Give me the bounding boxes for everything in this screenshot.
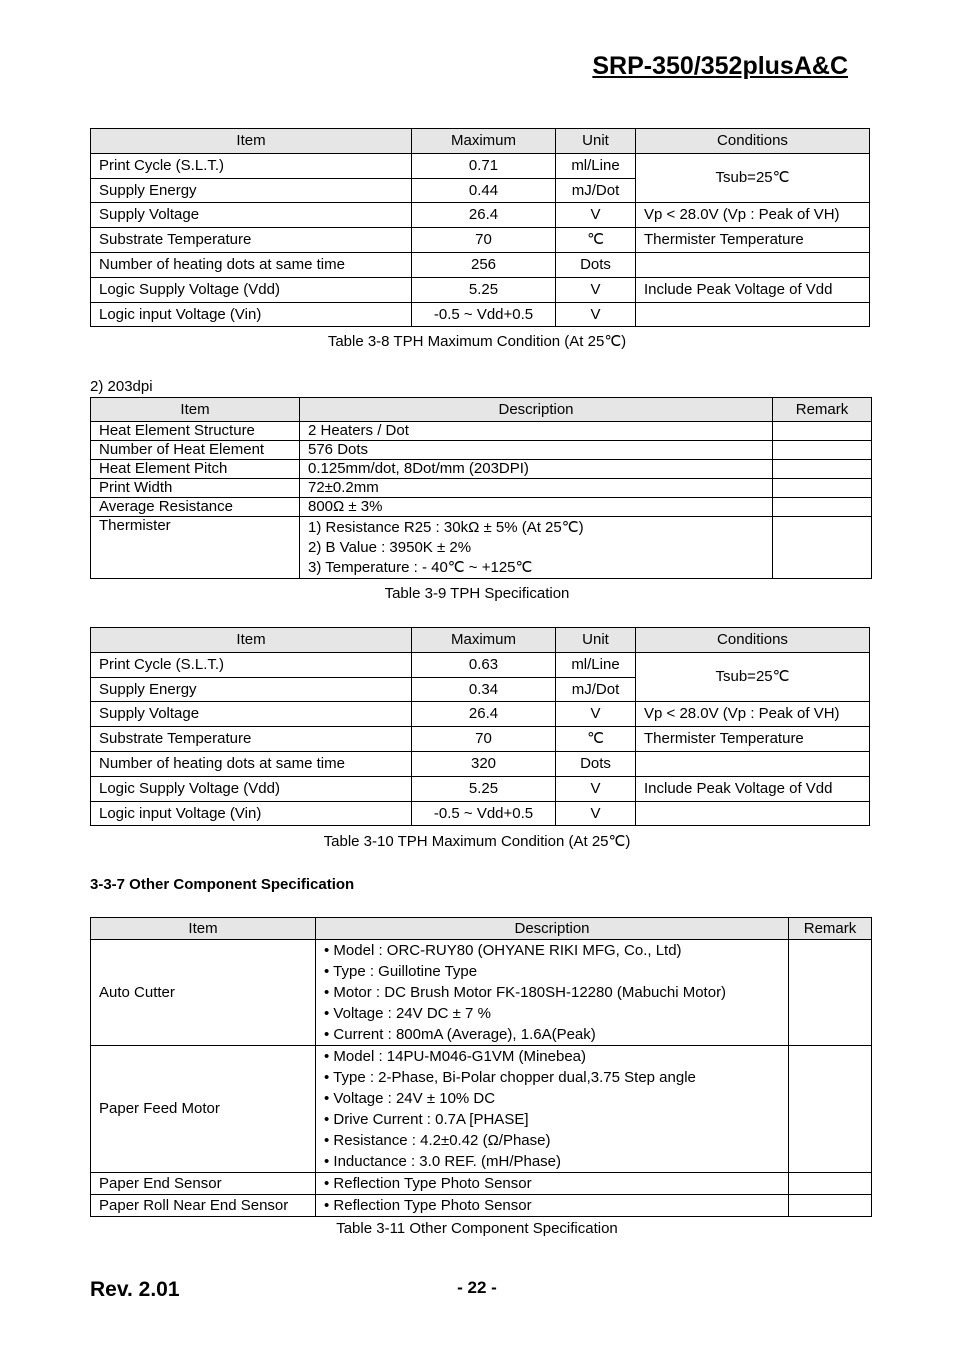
table-cell: V: [556, 777, 636, 802]
table-cell: 320: [412, 752, 556, 777]
table-cell: Logic input Voltage (Vin): [91, 802, 412, 826]
table-cell: Heat Element Pitch: [91, 460, 300, 479]
table-cell: Paper End Sensor: [91, 1173, 316, 1195]
table-cell: Auto Cutter: [91, 940, 316, 1046]
table-cell: Number of Heat Element: [91, 441, 300, 460]
table-cell: Thermister: [91, 517, 300, 579]
table-caption: Table 3-10 TPH Maximum Condition (At 25℃): [323, 833, 631, 850]
table-cell: 5.25: [412, 777, 556, 802]
table-cell: [789, 1195, 872, 1217]
table-cell: [789, 1173, 872, 1195]
table-cell: V: [556, 702, 636, 727]
table-cell: Logic input Voltage (Vin): [91, 303, 412, 327]
thermister-line: 2) B Value : 3950K ± 2%: [308, 539, 472, 556]
merged-condition-cell: Tsub=25℃: [636, 154, 870, 203]
table-cell: • Reflection Type Photo Sensor: [316, 1173, 789, 1195]
col-header-item: Item: [91, 918, 316, 940]
table-cell: [773, 441, 872, 460]
table-cell: Dots: [556, 253, 636, 278]
col-header-unit: Unit: [556, 129, 636, 154]
table-cell: 800Ω ± 3%: [300, 498, 773, 517]
table-cell: 72±0.2mm: [300, 479, 773, 498]
table-cell: 26.4: [412, 203, 556, 228]
table-cell: Vp < 28.0V (Vp : Peak of VH): [636, 203, 870, 228]
section-label: 2) 203dpi: [90, 378, 153, 395]
table-cell: 0.34: [412, 678, 556, 702]
table-cell: Supply Voltage: [91, 203, 412, 228]
table-cell: ℃: [556, 727, 636, 752]
table-cell: 576 Dots: [300, 441, 773, 460]
tph-max-condition-table-300dpi: [90, 128, 870, 327]
table-cell: 2 Heaters / Dot: [300, 422, 773, 441]
col-header-remark: Remark: [789, 918, 872, 940]
table-cell: 0.125mm/dot, 8Dot/mm (203DPI): [300, 460, 773, 479]
table-cell: -0.5 ~ Vdd+0.5: [412, 802, 556, 826]
table-cell: Dots: [556, 752, 636, 777]
table-cell: [773, 517, 872, 579]
table-caption: Table 3-9 TPH Specification: [384, 585, 570, 602]
table-cell: Number of heating dots at same time: [91, 253, 412, 278]
table-cell: -0.5 ~ Vdd+0.5: [412, 303, 556, 327]
table-cell: ml/Line: [556, 154, 636, 179]
thermister-line: 1) Resistance R25 : 30kΩ ± 5% (At 25℃): [308, 519, 584, 536]
table-cell: [636, 253, 870, 278]
table-cell: 70: [412, 228, 556, 253]
table-cell: Logic Supply Voltage (Vdd): [91, 777, 412, 802]
col-header-description: Description: [300, 398, 773, 422]
table-cell: 0.44: [412, 179, 556, 203]
list-item: • Type : Guillotine Type: [324, 963, 478, 980]
table-cell: 0.63: [412, 653, 556, 678]
col-header-item: Item: [91, 129, 412, 154]
table-cell: mJ/Dot: [556, 179, 636, 203]
col-header-conditions: Conditions: [636, 628, 870, 653]
table-cell: 26.4: [412, 702, 556, 727]
table-cell: [773, 422, 872, 441]
table-cell: Logic Supply Voltage (Vdd): [91, 278, 412, 303]
table-cell: mJ/Dot: [556, 678, 636, 702]
table-cell: 5.25: [412, 278, 556, 303]
col-header-description: Description: [316, 918, 789, 940]
list-item: • Voltage : 24V DC ± 7 %: [324, 1005, 491, 1022]
list-item: • Current : 800mA (Average), 1.6A(Peak): [324, 1026, 596, 1043]
table-cell: Print Cycle (S.L.T.): [91, 154, 412, 179]
table-cell: Substrate Temperature: [91, 727, 412, 752]
table-cell: V: [556, 203, 636, 228]
table-cell: 0.71: [412, 154, 556, 179]
list-item: • Voltage : 24V ± 10% DC: [324, 1090, 496, 1107]
document-title: SRP-350/352plusA&C: [592, 52, 848, 80]
table-cell: Paper Feed Motor: [91, 1046, 316, 1173]
tph-max-condition-table-203dpi: [90, 627, 870, 826]
col-header-item: Item: [91, 398, 300, 422]
table-cell: [773, 479, 872, 498]
list-item: • Type : 2-Phase, Bi-Polar chopper dual,3.75 Step angle: [324, 1069, 696, 1086]
thermister-line: 3) Temperature : - 40℃ ~ +125℃: [308, 559, 533, 576]
list-item: • Drive Current : 0.7A [PHASE]: [324, 1111, 529, 1128]
table-cell: [789, 1046, 872, 1173]
table-cell: [300, 517, 773, 579]
table-cell: Supply Energy: [91, 678, 412, 702]
table-cell: [636, 303, 870, 327]
table-cell: [636, 802, 870, 826]
list-item: • Inductance : 3.0 REF. (mH/Phase): [324, 1153, 562, 1170]
table-cell: • Reflection Type Photo Sensor: [316, 1195, 789, 1217]
table-cell: Supply Voltage: [91, 702, 412, 727]
table-cell: V: [556, 802, 636, 826]
list-item: • Model : 14PU-M046-G1VM (Minebea): [324, 1048, 587, 1065]
col-header-item: Item: [91, 628, 412, 653]
list-item: • Motor : DC Brush Motor FK-180SH-12280 (Mabuchi Motor): [324, 984, 727, 1001]
table-cell: ℃: [556, 228, 636, 253]
table-cell: [316, 1046, 789, 1173]
col-header-maximum: Maximum: [412, 129, 556, 154]
table-cell: 70: [412, 727, 556, 752]
table-cell: Number of heating dots at same time: [91, 752, 412, 777]
table-cell: Thermister Temperature: [636, 228, 870, 253]
table-cell: [773, 498, 872, 517]
revision-label: Rev. 2.01: [90, 1278, 180, 1301]
table-cell: [789, 940, 872, 1046]
table-cell: ml/Line: [556, 653, 636, 678]
col-header-remark: Remark: [773, 398, 872, 422]
tph-specification-table: [90, 397, 872, 579]
table-cell: Print Cycle (S.L.T.): [91, 653, 412, 678]
table-cell: Include Peak Voltage of Vdd: [636, 777, 870, 802]
table-cell: [636, 752, 870, 777]
other-component-spec-table: [90, 917, 872, 1217]
table-cell: Include Peak Voltage of Vdd: [636, 278, 870, 303]
table-cell: Supply Energy: [91, 179, 412, 203]
table-caption: Table 3-11 Other Component Specification: [336, 1220, 618, 1237]
table-cell: 256: [412, 253, 556, 278]
table-cell: Average Resistance: [91, 498, 300, 517]
table-cell: V: [556, 303, 636, 327]
table-cell: Paper Roll Near End Sensor: [91, 1195, 316, 1217]
list-item: • Model : ORC-RUY80 (OHYANE RIKI MFG, Co., Ltd): [324, 942, 682, 959]
table-cell: V: [556, 278, 636, 303]
table-cell: Vp < 28.0V (Vp : Peak of VH): [636, 702, 870, 727]
table-cell: [316, 940, 789, 1046]
table-cell: Print Width: [91, 479, 300, 498]
table-cell: [773, 460, 872, 479]
list-item: • Resistance : 4.2±0.42 (Ω/Phase): [324, 1132, 551, 1149]
table-cell: Thermister Temperature: [636, 727, 870, 752]
table-caption: Table 3-8 TPH Maximum Condition (At 25℃): [327, 333, 627, 350]
table-cell: Heat Element Structure: [91, 422, 300, 441]
section-heading: 3-3-7 Other Component Specification: [90, 876, 355, 893]
page-number: - 22 -: [457, 1278, 497, 1297]
col-header-unit: Unit: [556, 628, 636, 653]
merged-condition-cell: Tsub=25℃: [636, 653, 870, 702]
col-header-maximum: Maximum: [412, 628, 556, 653]
table-cell: Substrate Temperature: [91, 228, 412, 253]
col-header-conditions: Conditions: [636, 129, 870, 154]
